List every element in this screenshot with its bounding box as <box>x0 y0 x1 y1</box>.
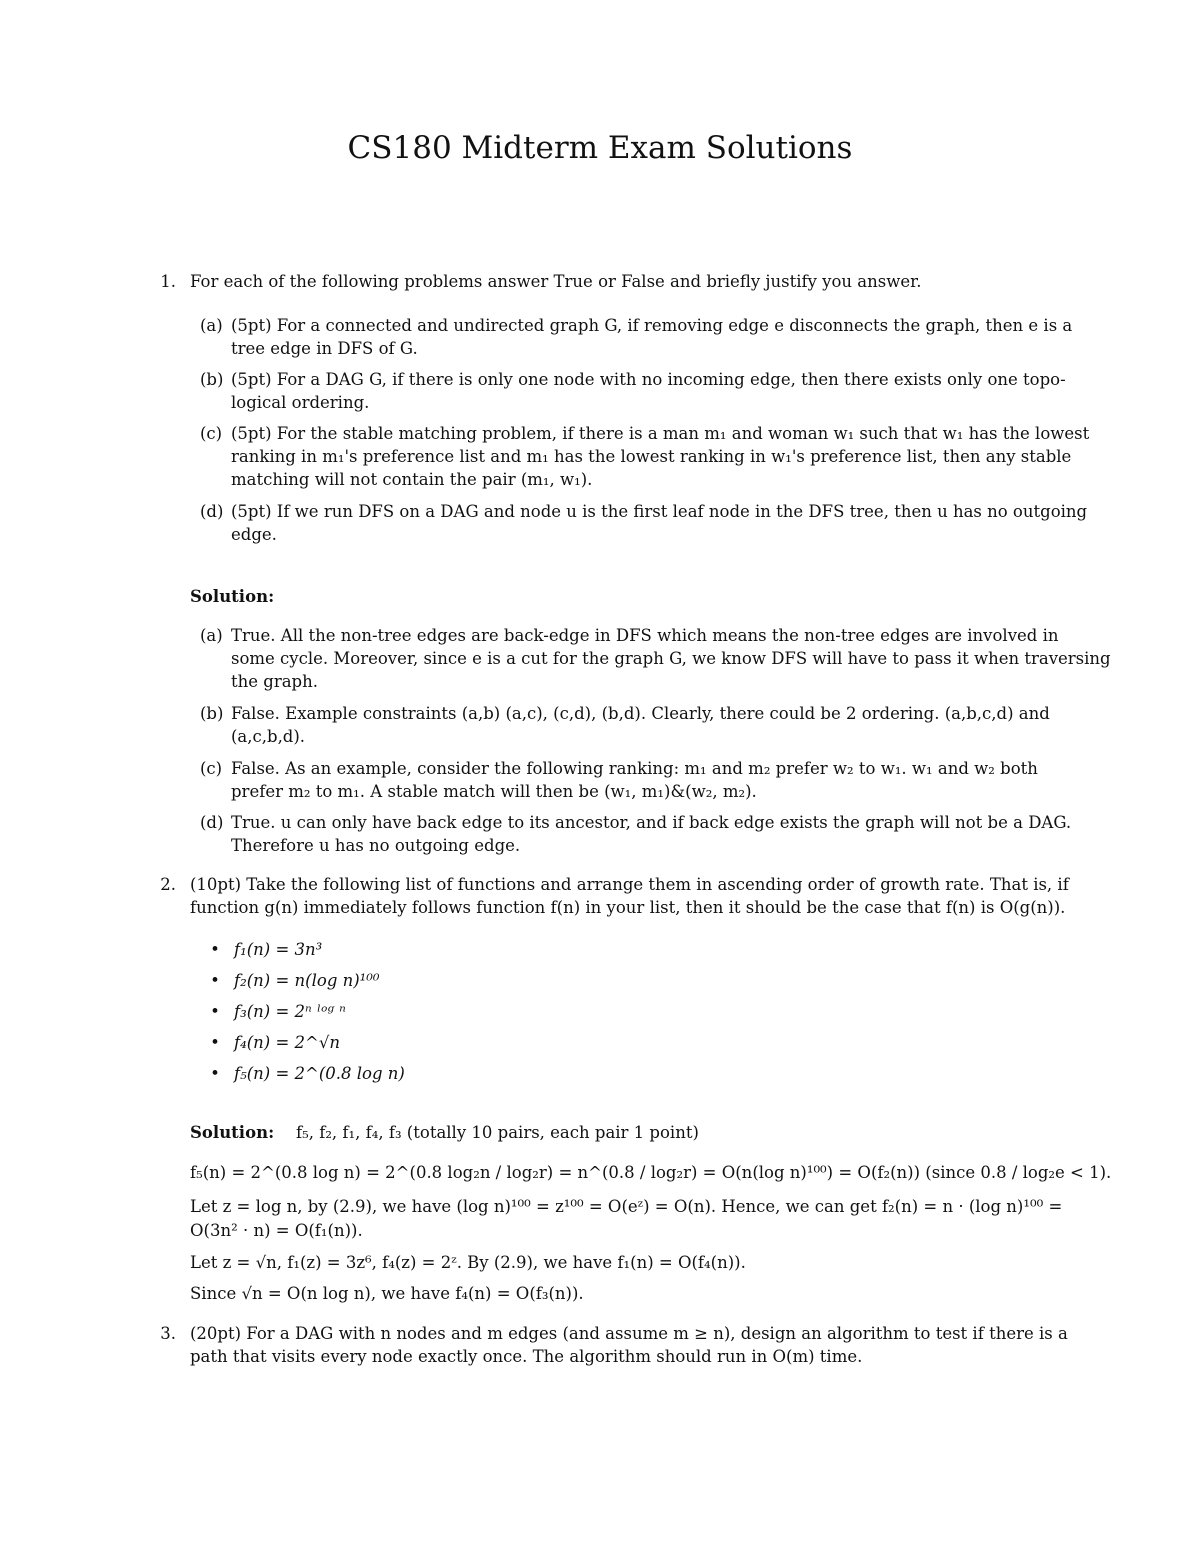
answer-label: (d) <box>200 813 224 832</box>
bullet-icon: • <box>210 1002 220 1021</box>
function-text: f₁(n) = 3n³ <box>234 940 323 959</box>
question-text: path that visits every node exactly once. The algorithm should run in O(m) time. <box>190 1347 863 1366</box>
answer-text: Therefore u has no outgoing edge. <box>231 836 521 855</box>
solution-line: Let z = log n, by (2.9), we have (log n)¹⁰⁰ = z¹⁰⁰ = O(eᶻ) = O(n). Hence, we can get f₂(n) = n · (log n)¹⁰⁰ = <box>190 1197 1063 1216</box>
part-label: (b) <box>200 370 224 389</box>
question-text: function g(n) immediately follows function f(n) in your list, then it should be the case that f(n) is O(g(n)). <box>190 898 1066 917</box>
answer-text: the graph. <box>231 672 318 691</box>
bullet-icon: • <box>210 940 220 959</box>
answer-text: (a,c,b,d). <box>231 727 306 746</box>
part-text: (5pt) For a connected and undirected graph G, if removing edge e disconnects the graph, then e is a <box>231 316 1073 335</box>
part-text: logical ordering. <box>231 393 370 412</box>
solution-label: Solution: <box>190 1123 275 1142</box>
bullet-icon: • <box>210 1033 220 1052</box>
answer-label: (c) <box>200 759 223 778</box>
page-title: CS180 Midterm Exam Solutions <box>347 130 853 166</box>
part-label: (a) <box>200 316 223 335</box>
question-number: 3. <box>160 1324 176 1343</box>
solution-line: O(3n² · n) = O(f₁(n)). <box>190 1221 363 1240</box>
solution-line: f₅(n) = 2^(0.8 log n) = 2^(0.8 log₂n / log₂r) = n^(0.8 / log₂r) = O(n(log n)¹⁰⁰) = O(f₂(n)) (since 0.8 / log₂e < 1). <box>190 1163 1112 1182</box>
question-number: 2. <box>160 875 176 894</box>
question-number: 1. <box>160 272 176 291</box>
question-text: (20pt) For a DAG with n nodes and m edges (and assume m ≥ n), design an algorithm to test if there is a <box>190 1324 1068 1343</box>
part-text: (5pt) If we run DFS on a DAG and node u is the first leaf node in the DFS tree, then u has no outgoing <box>231 502 1088 521</box>
answer-text: prefer m₂ to m₁. A stable match will then be (w₁, m₁)&(w₂, m₂). <box>231 782 757 801</box>
function-text: f₂(n) = n(log n)¹⁰⁰ <box>234 971 380 990</box>
answer-label: (a) <box>200 626 223 645</box>
part-label: (c) <box>200 424 223 443</box>
answer-text: some cycle. Moreover, since e is a cut for the graph G, we know DFS will have to pass it when traversing <box>231 649 1111 668</box>
question-text: (10pt) Take the following list of functions and arrange them in ascending order of growth rate. That is, if <box>190 875 1069 894</box>
solution-line: Let z = √n, f₁(z) = 3z⁶, f₄(z) = 2ᶻ. By (2.9), we have f₁(n) = O(f₄(n)). <box>190 1253 746 1272</box>
answer-text: False. As an example, consider the following ranking: m₁ and m₂ prefer w₂ to w₁. w₁ and w₂ both <box>231 759 1038 778</box>
function-text: f₃(n) = 2ⁿ ˡᵒᵍ ⁿ <box>234 1002 346 1021</box>
solution-label: Solution: <box>190 587 275 606</box>
question-prompt: For each of the following problems answer True or False and briefly justify you answer. <box>190 272 922 291</box>
answer-label: (b) <box>200 704 224 723</box>
solution-order: f₅, f₂, f₁, f₄, f₃ (totally 10 pairs, each pair 1 point) <box>296 1123 699 1142</box>
part-text: tree edge in DFS of G. <box>231 339 418 358</box>
answer-text: True. All the non-tree edges are back-edge in DFS which means the non-tree edges are involved in <box>231 626 1059 645</box>
function-text: f₄(n) = 2^√n <box>234 1033 341 1052</box>
part-text: edge. <box>231 525 277 544</box>
part-text: (5pt) For the stable matching problem, if there is a man m₁ and woman w₁ such that w₁ has the lowest <box>231 424 1090 443</box>
bullet-icon: • <box>210 971 220 990</box>
part-text: matching will not contain the pair (m₁, w₁). <box>231 470 593 489</box>
part-text: (5pt) For a DAG G, if there is only one node with no incoming edge, then there exists only one topo- <box>231 370 1066 389</box>
answer-text: True. u can only have back edge to its ancestor, and if back edge exists the graph will not be a DAG. <box>231 813 1072 832</box>
function-text: f₅(n) = 2^(0.8 log n) <box>234 1064 405 1083</box>
bullet-icon: • <box>210 1064 220 1083</box>
solution-line: Since √n = O(n log n), we have f₄(n) = O(f₃(n)). <box>190 1284 584 1303</box>
part-label: (d) <box>200 502 224 521</box>
part-text: ranking in m₁'s preference list and m₁ has the lowest ranking in w₁'s preference list, then any stable <box>231 447 1072 466</box>
answer-text: False. Example constraints (a,b) (a,c), (c,d), (b,d). Clearly, there could be 2 ordering. (a,b,c,d) and <box>231 704 1050 723</box>
